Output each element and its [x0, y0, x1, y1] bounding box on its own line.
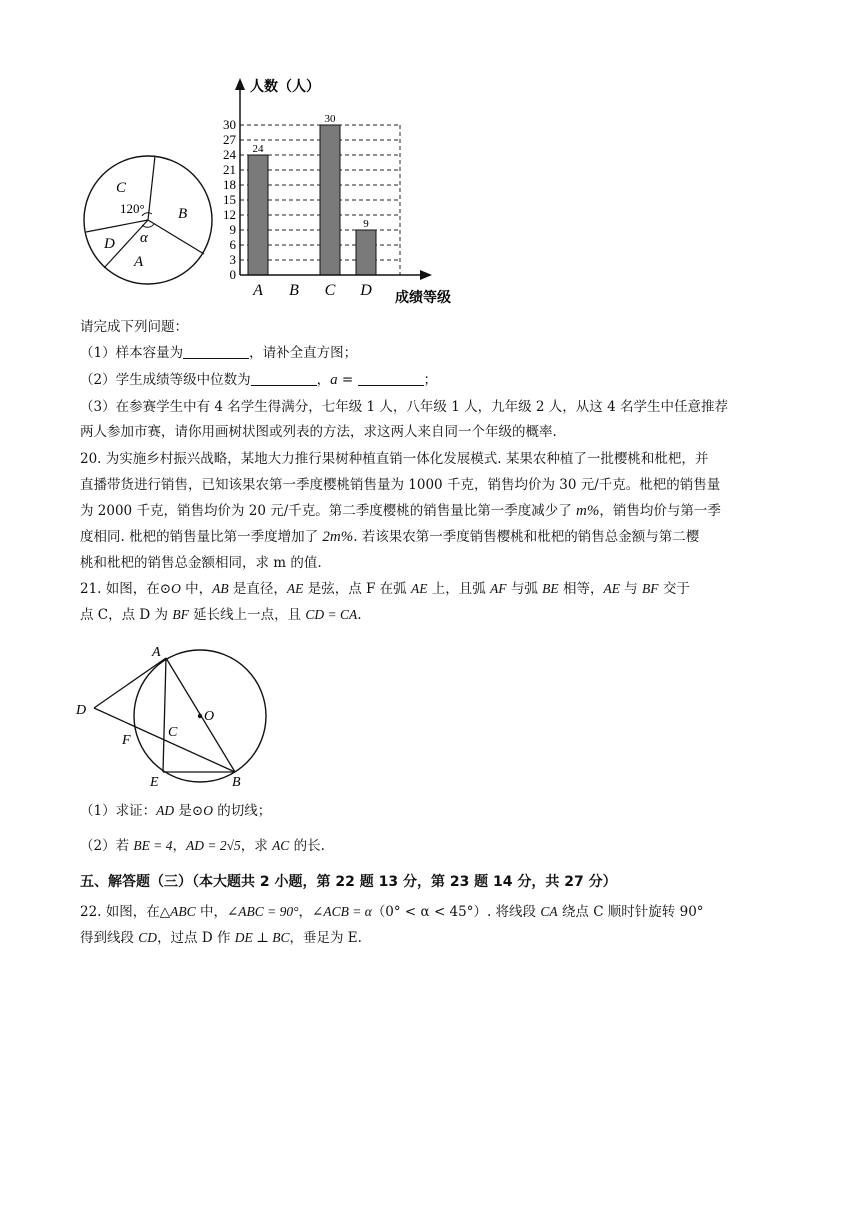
x-tick-label-B: B [289, 282, 299, 299]
q21-l1-af: AF [490, 581, 507, 596]
q19-part2-text-a: （2）学生成绩等级中位数为 [80, 372, 251, 388]
y-tick-label-12: 12 [223, 207, 236, 222]
q19-part1 [80, 343, 357, 363]
q19-prompt: 请完成下列问题： [80, 319, 188, 335]
q20-line3-a: 为 2000 千克，销售均价为 20 元/千克。第二季度樱桃的销售量比第一季度减少了 [80, 503, 577, 519]
y-tick-label-18: 18 [223, 177, 236, 192]
q21-l2-bf: BF [172, 607, 189, 622]
q22-l2-cd: CD [138, 930, 158, 945]
q21-label-a: A [152, 645, 161, 660]
q21-line1 [80, 579, 690, 599]
q19-part3-line1: （3）在参赛学生中有 4 名学生得满分，七年级 1 人，八年级 1 人，九年级 2 人，从这 4 名学生中任意推荐 [80, 399, 728, 415]
q21-p2-b: ， [172, 838, 186, 854]
q22-l2-b: ，过点 D 作 [157, 930, 235, 946]
q19-part2-blank-median[interactable] [251, 371, 317, 386]
q21-l1-e: 上，且弧 [427, 581, 491, 597]
q19-part2-eq: = [337, 372, 358, 388]
q20-line3-m: m% [576, 503, 600, 519]
q21-circle-figure [70, 640, 280, 790]
q21-l1-ae3: AE [603, 581, 620, 596]
q21-p2-be: BE = 4 [133, 838, 173, 853]
q21-p2-ac: AC [272, 838, 290, 853]
q21-l2-c: . [357, 607, 362, 623]
pie-angle-label: 120° [120, 201, 145, 216]
q21-center-dot [198, 714, 202, 718]
x-axis-arrow [420, 270, 432, 280]
q21-l1-g: 相等， [558, 581, 604, 597]
x-tick-label-A: A [253, 282, 263, 299]
q21-p2-a: （2）若 [80, 838, 134, 854]
q20-line4 [80, 527, 699, 547]
pie-chart-figure [80, 150, 220, 290]
q22-l1-e: 绕点 C 顺时针旋转 90° [557, 904, 704, 920]
q21-p2-d: 的长. [289, 838, 325, 854]
q22-l2-c: ，垂足为 E. [289, 930, 362, 946]
bar-C [320, 125, 340, 275]
bar-D [356, 230, 376, 275]
q21-l1-bf: BF [642, 581, 659, 596]
q20-line3 [80, 501, 721, 521]
q22-l2-de: DE ⊥ BC [234, 930, 290, 945]
q21-l1-d: 是弦，点 F 在弧 [303, 581, 411, 597]
y-tick-label-27: 27 [223, 132, 236, 147]
q19-part2-var-a: a [330, 372, 338, 388]
q21-l1-ae2: AE [410, 581, 428, 596]
q22-l1-abc: ABC [170, 904, 196, 919]
q21-seg-da [94, 658, 166, 708]
q22-l1-d: （0° < α < 45°）. 将线段 [371, 904, 541, 920]
q22-l1-a: 22. 如图，在△ [80, 904, 171, 920]
q19-part2-end: ； [423, 372, 437, 388]
q19-part1-blank[interactable] [183, 344, 249, 359]
q21-label-e: E [150, 775, 159, 790]
q20-line4-a: 度相同. 枇杷的销售量比第一季度增加了 [80, 529, 323, 545]
q22-line2 [80, 928, 362, 948]
q21-l1-b: 中， [180, 581, 213, 597]
q21-l1-ae: AE [286, 581, 304, 596]
q21-l1-i: 交于 [658, 581, 690, 597]
q20-line5: 桃和枇杷的销售总金额相同，求 m 的值. [80, 555, 322, 571]
q19-part2-text-b: ， [316, 372, 331, 388]
q19-part3-line2: 两人参加市赛，请你用画树状图或列表的方法，求这两人来自同一个年级的概率. [80, 424, 557, 440]
q19-part2 [80, 370, 437, 390]
pie-radius-cb [148, 156, 155, 220]
section-five-heading: 五、解答题（三）（本大题共 2 小题，第 22 题 13 分，第 23 题 14 分，共 27 分） [80, 874, 617, 890]
q20-line2: 直播带货进行销售，已知该果农第一季度樱桃销售量为 1000 千克，销售均价为 30 元/千克。枇杷的销售量 [80, 477, 721, 493]
y-tick-label-9: 9 [229, 222, 236, 237]
q22-line1 [80, 902, 704, 922]
q19-part1-text-b: ，请补全直方图； [249, 345, 358, 361]
q19-part2-blank-a[interactable] [358, 371, 424, 386]
q20-line4-b: . 若该果农第一季度销售樱桃和枇杷的销售总金额与第二樱 [353, 529, 700, 545]
x-tick-label-C: C [324, 282, 336, 299]
q22-l1-ca: CA [540, 904, 558, 919]
q21-p1-c: 的切线； [212, 803, 272, 819]
y-tick-label-6: 6 [229, 237, 236, 252]
q19-part1-text-a: （1）样本容量为 [80, 345, 184, 361]
q22-l1-b: 中， [195, 904, 227, 920]
q21-label-c: C [168, 725, 178, 740]
q21-line2 [80, 605, 362, 625]
y-tick-label-0: 0 [229, 267, 236, 282]
q21-part1 [80, 801, 271, 821]
y-tick-label-3: 3 [229, 252, 236, 267]
pie-label-c: C [116, 180, 127, 196]
q21-p2-c: ，求 [240, 838, 273, 854]
q21-l1-c: 是直径， [228, 581, 287, 597]
y-tick-label-24: 24 [223, 147, 236, 162]
y-tick-label-15: 15 [223, 192, 236, 207]
y-axis-arrow [235, 78, 245, 90]
q21-p1-a: （1）求证： [80, 803, 157, 819]
q21-label-d: D [76, 703, 87, 718]
q21-p1-b: 是⊙ [174, 803, 204, 819]
bar-data-label-C: 30 [324, 113, 336, 125]
q21-seg-ae [163, 658, 166, 772]
bar-chart [215, 70, 470, 310]
pie-label-a: A [134, 254, 144, 270]
q21-p1-ad: AD [156, 803, 175, 818]
q21-l1-ab: AB [212, 581, 229, 596]
q21-l2-b: 延长线上一点，且 [188, 607, 306, 623]
pie-radius-ab [148, 220, 204, 254]
q21-l1-a: 21. 如图，在⊙ [80, 581, 172, 597]
q20-line1: 20. 为实施乡村振兴战略，某地大力推行果树种植直销一体化发展模式. 某果农种植了一批樱桃和枇杷，并 [80, 451, 709, 467]
q21-l1-f: 与弧 [506, 581, 543, 597]
q22-l1-ang2: ∠ACB = α [312, 904, 372, 919]
q21-l2-a: 点 C，点 D 为 [80, 607, 173, 623]
bar-data-label-D: 9 [363, 218, 369, 230]
q21-l1-o: O [171, 581, 181, 596]
q21-p2-ad: AD = 2√5 [186, 838, 241, 853]
q21-p1-o: O [203, 803, 213, 818]
y-axis-title: 人数（人） [250, 80, 320, 95]
q21-part2 [80, 836, 325, 856]
q21-label-o: O [204, 709, 215, 724]
pie-alpha-label: α [140, 230, 148, 246]
q21-label-f: F [122, 733, 131, 748]
q21-l1-be: BE [542, 581, 559, 596]
x-tick-label-D: D [360, 282, 372, 299]
q22-l1-ang: ∠ABC = 90° [226, 904, 299, 919]
bar-A [248, 155, 268, 275]
y-tick-label-30: 30 [223, 117, 236, 132]
q21-l1-h: 与 [619, 581, 643, 597]
pie-label-b: B [178, 206, 188, 222]
q22-l2-a: 得到线段 [80, 930, 139, 946]
y-tick-label-21: 21 [223, 162, 236, 177]
q21-label-b: B [232, 775, 241, 790]
q22-l1-c: ， [298, 904, 313, 920]
pie-label-d: D [104, 236, 115, 252]
bar-data-label-A: 24 [252, 143, 264, 155]
q20-line4-m: 2m% [322, 529, 354, 545]
x-axis-title: 成绩等级 [395, 291, 451, 306]
q20-line3-b: ，销售均价与第一季 [599, 503, 721, 519]
q21-l2-eq: CD = CA [305, 607, 358, 622]
